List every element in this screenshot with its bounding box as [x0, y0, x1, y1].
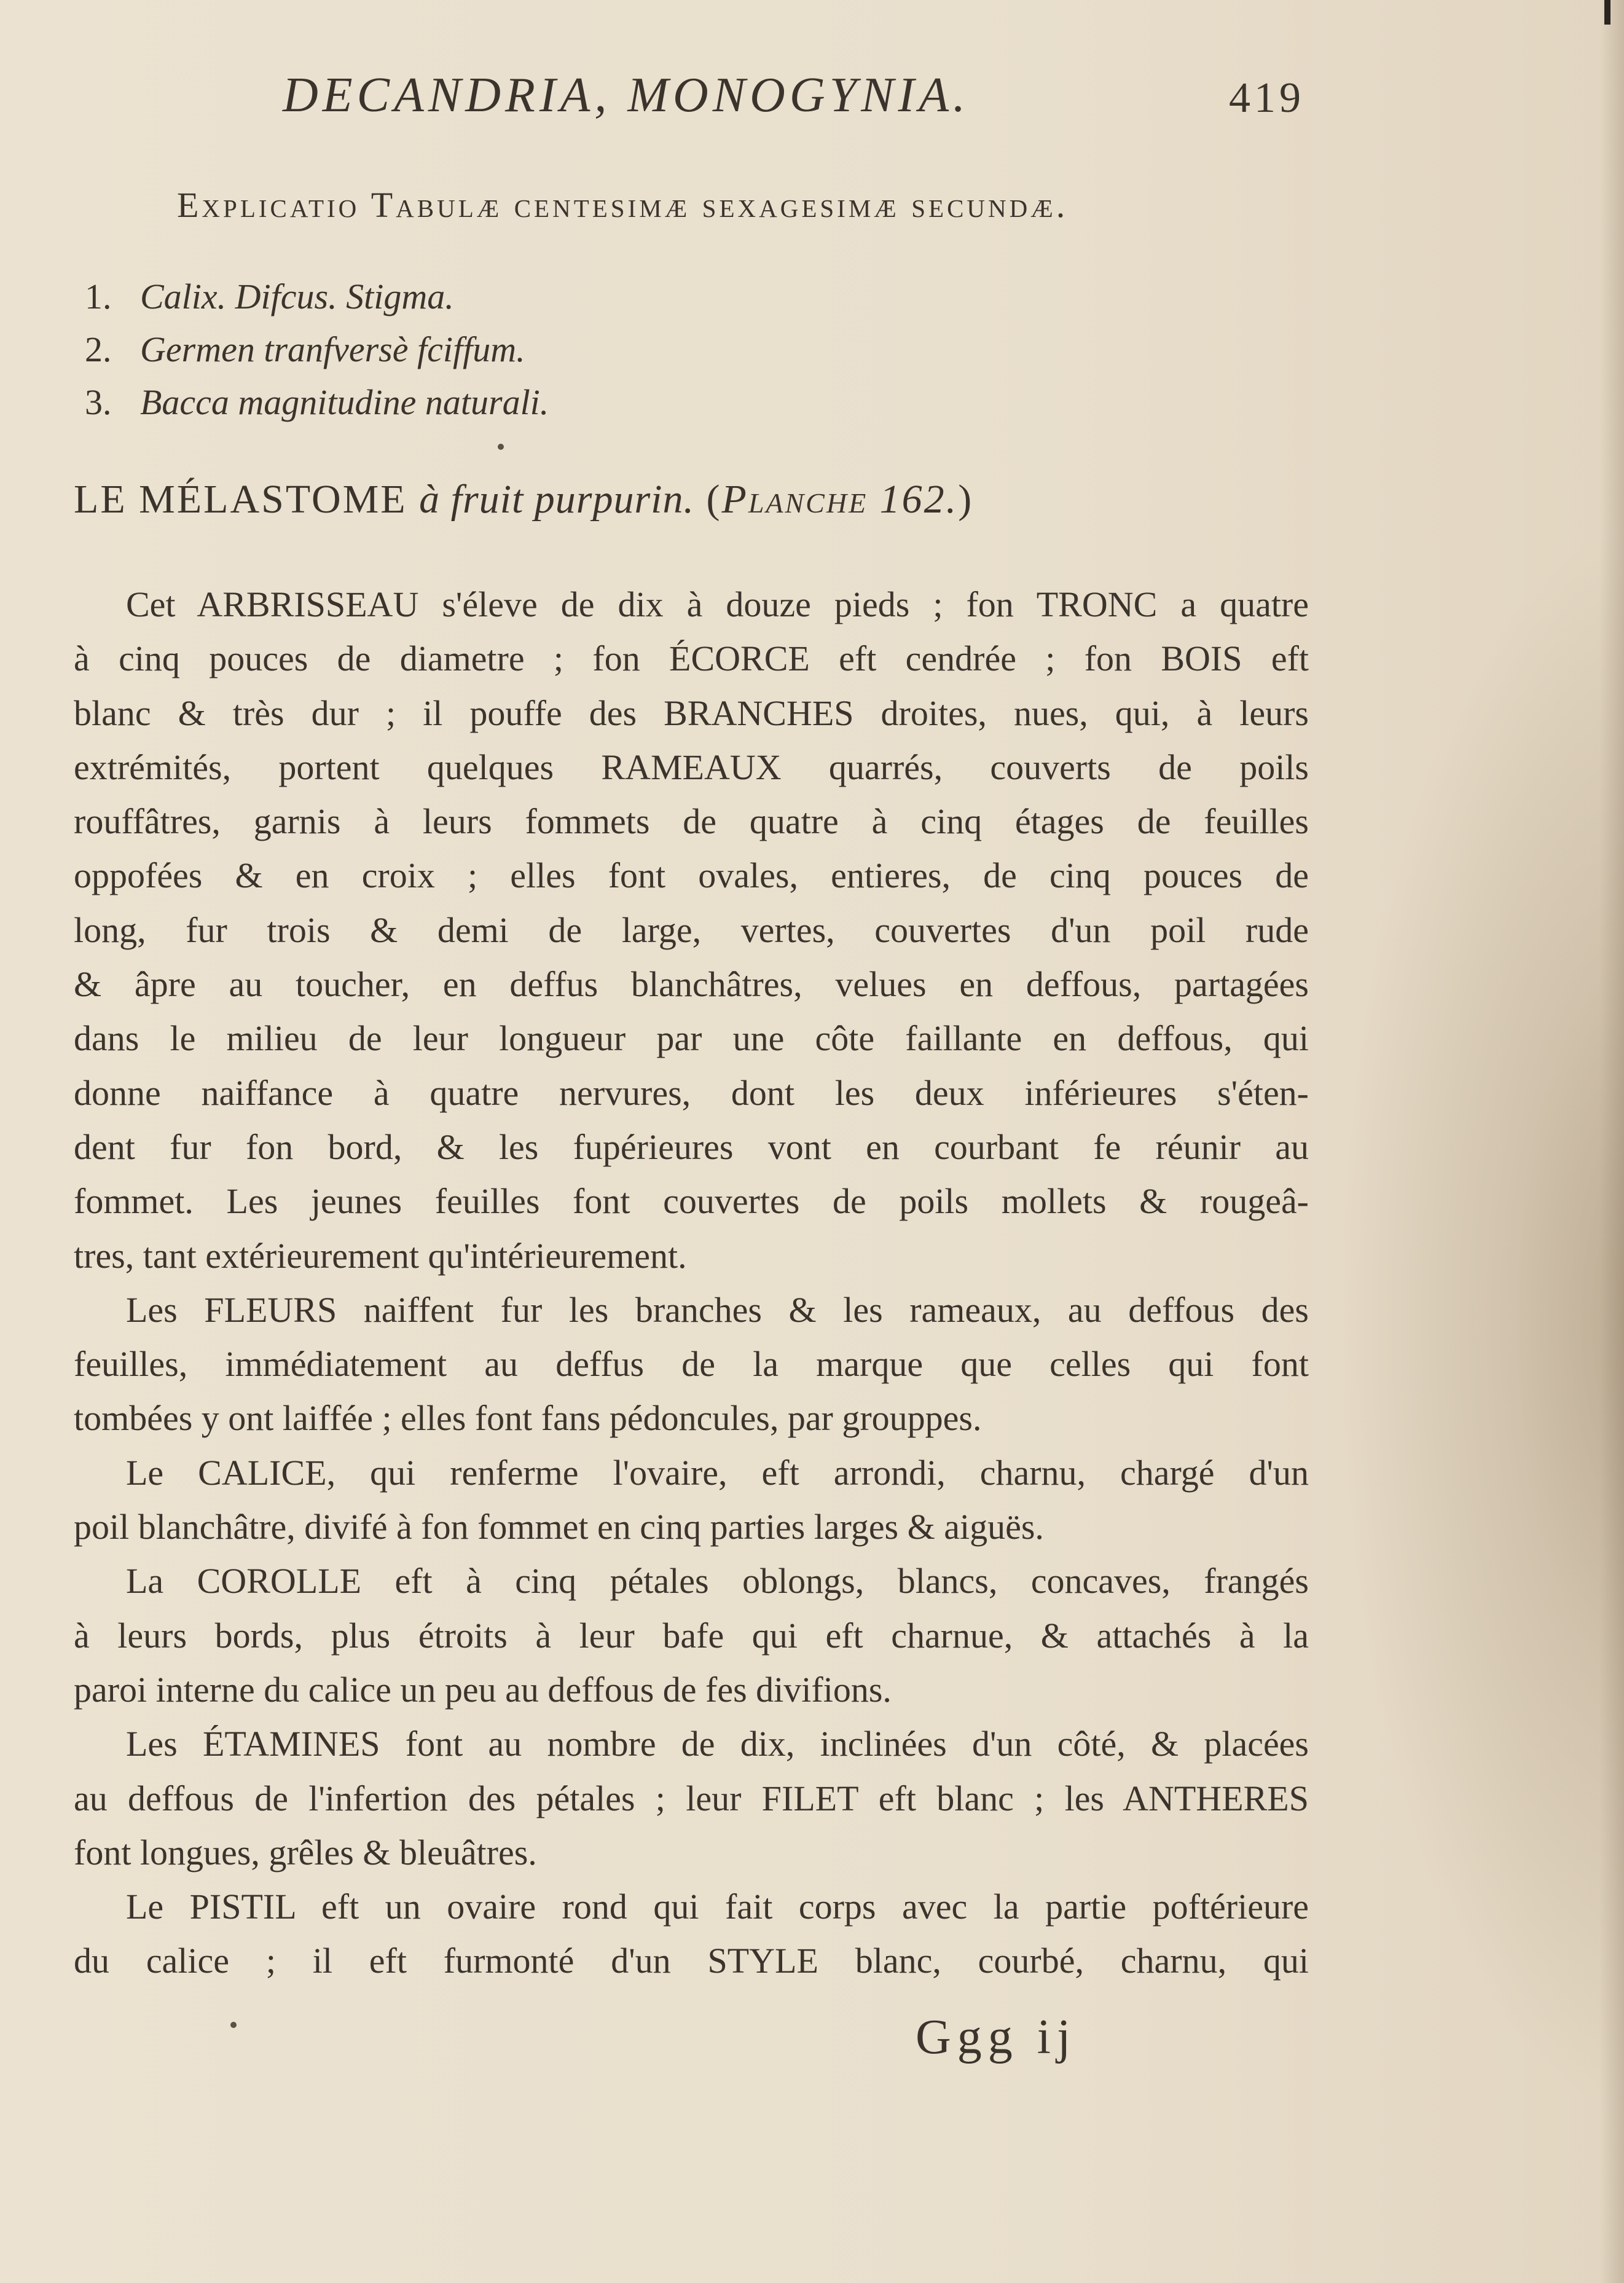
text-line: à leurs bords, plus étroits à leur bafe qui eft charnue, & attachés à la	[74, 1615, 1309, 1656]
signature-mark: Ggg ij	[916, 2010, 1077, 2064]
page-edge-shadow	[1599, 0, 1624, 2283]
text-line: tres, tant extérieurement qu'intérieurement.	[74, 1235, 687, 1276]
text-line: Les FLEURS naiffent fur les branches & les rameaux, au deffous des	[126, 1289, 1309, 1330]
legend-text: Calix. Difcus. Stigma.	[140, 277, 454, 316]
paren-close: )	[958, 477, 974, 522]
text-line: font longues, grêles & bleuâtres.	[74, 1832, 537, 1872]
species-epithet: à fruit purpurin.	[419, 477, 695, 522]
plate-legend	[85, 270, 549, 429]
running-head: DECANDRIA, MONOGYNIA.	[283, 68, 970, 122]
text-line: long, fur trois & demi de large, vertes, couvertes d'un poil rude	[74, 910, 1309, 950]
text-line: oppofées & en croix ; elles font ovales, entieres, de cinq pouces de	[74, 855, 1309, 896]
text-line: dans le milieu de leur longueur par une côte faillante en deffous, qui	[74, 1018, 1309, 1059]
text-line: Le CALICE, qui renferme l'ovaire, eft arrondi, charnu, chargé d'un	[126, 1452, 1309, 1493]
text-line: au deffous de l'infertion des pétales ; leur FILET eft blanc ; les ANTHERES	[74, 1778, 1309, 1818]
text-line: du calice ; il eft furmonté d'un STYLE blanc, courbé, charnu, qui	[74, 1941, 1309, 1981]
paren-open: (	[706, 477, 722, 522]
legend-item	[85, 270, 549, 323]
text-line: blanc & très dur ; il pouffe des BRANCHES droites, nues, qui, à leurs	[74, 693, 1309, 733]
stray-dot	[230, 2022, 237, 2028]
text-line: dent fur fon bord, & les fupérieures vont en courbant fe réunir au	[74, 1126, 1309, 1167]
page-number: 419	[1229, 74, 1304, 122]
text-line: extrémités, portent quelques RAMEAUX quarrés, couverts de poils	[74, 747, 1309, 787]
text-line: Le PISTIL eft un ovaire rond qui fait corps avec la partie poftérieure	[126, 1887, 1309, 1927]
legend-number: 3.	[85, 382, 112, 422]
text-line: feuilles, immédiatement au deffus de la marque que celles qui font	[74, 1344, 1309, 1385]
text-line: donne naiffance à quatre nervures, dont les deux inférieures s'éten-	[74, 1072, 1309, 1113]
plate-reference: Planche 162.	[721, 477, 959, 522]
legend-number: 1.	[85, 277, 112, 316]
corner-mark	[1604, 0, 1610, 25]
legend-text: Bacca magnitudine naturali.	[140, 382, 549, 422]
body-text	[74, 578, 1309, 1989]
text-line: poil blanchâtre, divifé à fon fommet en cinq parties larges & aiguës.	[74, 1507, 1044, 1547]
legend-text: Germen tranfversè fciffum.	[140, 329, 525, 369]
legend-item	[85, 323, 549, 376]
text-line: Les ÉTAMINES font au nombre de dix, inclinées d'un côté, & placées	[126, 1724, 1309, 1764]
text-line: rouffâtres, garnis à leurs fommets de quatre à cinq étages de feuilles	[74, 801, 1309, 842]
species-heading	[74, 476, 973, 523]
text-line: tombées y ont laiffée ; elles font fans pédoncules, par grouppes.	[74, 1398, 982, 1439]
plate-explanation-title: Explicatio Tabulæ centesimæ sexagesimæ secundæ.	[177, 185, 1069, 225]
legend-number: 2.	[85, 329, 112, 369]
stray-dot	[498, 444, 504, 450]
text-line: paroi interne du calice un peu au deffous de fes divifions.	[74, 1669, 892, 1710]
text-line: La COROLLE eft à cinq pétales oblongs, blancs, concaves, frangés	[126, 1561, 1309, 1601]
text-line: Cet ARBRISSEAU s'éleve de dix à douze pieds ; fon TRONC a quatre	[126, 584, 1309, 624]
species-name: LE MÉLASTOME	[74, 477, 407, 522]
text-line: à cinq pouces de diametre ; fon ÉCORCE eft cendrée ; fon BOIS eft	[74, 639, 1309, 679]
text-line: & âpre au toucher, en deffus blanchâtres, velues en deffous, partagées	[74, 964, 1309, 1005]
legend-item	[85, 376, 549, 429]
text-line: fommet. Les jeunes feuilles font couvertes de poils mollets & rougeâ-	[74, 1181, 1309, 1222]
